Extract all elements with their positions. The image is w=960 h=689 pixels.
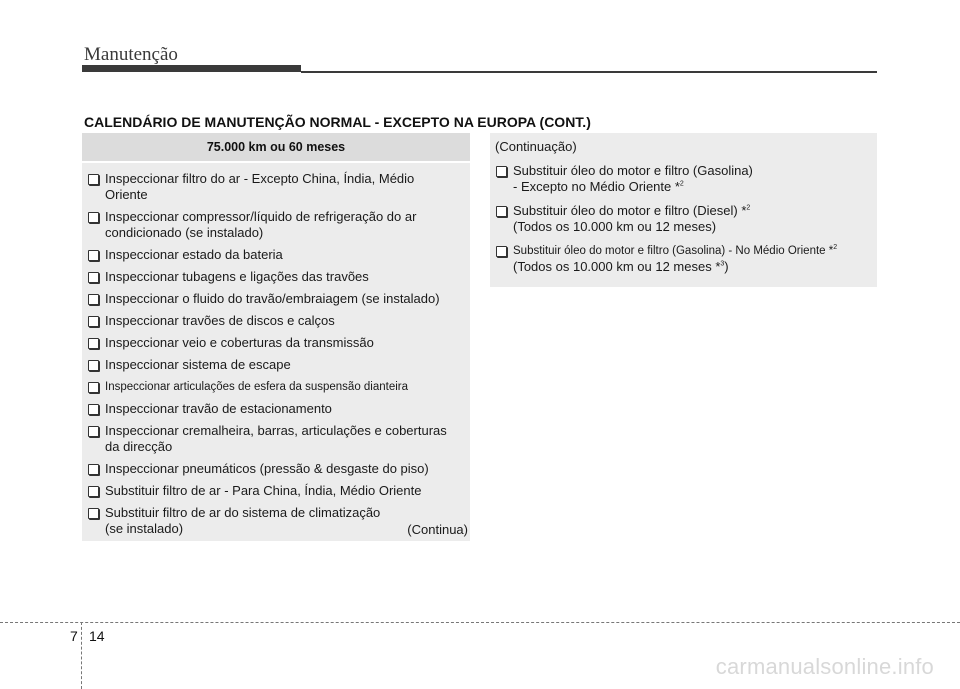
checkbox-icon bbox=[496, 246, 507, 257]
checkbox-icon bbox=[88, 426, 99, 437]
interval-heading: 75.000 km ou 60 meses bbox=[82, 133, 470, 161]
checkbox-icon bbox=[88, 338, 99, 349]
checkbox-icon bbox=[88, 174, 99, 185]
left-maintenance-panel bbox=[82, 133, 470, 541]
checkbox-icon bbox=[88, 360, 99, 371]
chapter-number: 7 bbox=[70, 628, 78, 644]
checkbox-icon bbox=[88, 250, 99, 261]
continuation-label: (Continuação) bbox=[495, 139, 577, 154]
header-title: Manutenção bbox=[84, 44, 178, 65]
list-item: Inspeccionar compressor/líquido de refrigeração do ar condicionado (se instalado) bbox=[88, 209, 464, 241]
checkbox-icon bbox=[88, 382, 99, 393]
list-item: Substituir óleo do motor e filtro (Gasolina) - No Médio Oriente *$^2$ (Todos os 10.000 km ou 12 meses *$^3$) bbox=[496, 243, 871, 275]
list-item: Inspeccionar cremalheira, barras, articulações e coberturas da direcção bbox=[88, 423, 464, 455]
checkbox-icon bbox=[88, 272, 99, 283]
page-number: 14 bbox=[89, 628, 105, 644]
list-item: Inspeccionar veio e coberturas da transmissão bbox=[88, 335, 464, 351]
list-item: Inspeccionar tubagens e ligações das travões bbox=[88, 269, 464, 285]
checkbox-icon bbox=[88, 508, 99, 519]
checkbox-icon bbox=[88, 486, 99, 497]
footer-divider bbox=[81, 622, 82, 689]
list-item: Substituir filtro de ar do sistema de climatização (se instalado) bbox=[88, 505, 464, 537]
right-item-list bbox=[490, 163, 877, 275]
list-item: Inspeccionar travões de discos e calços bbox=[88, 313, 464, 329]
list-item: Substituir filtro de ar - Para China, Índia, Médio Oriente bbox=[88, 483, 464, 499]
list-item: Inspeccionar estado da bateria bbox=[88, 247, 464, 263]
list-item: Inspeccionar o fluido do travão/embraiagem (se instalado) bbox=[88, 291, 464, 307]
footer-rule bbox=[0, 622, 960, 623]
header-bar-thick bbox=[82, 65, 301, 72]
checkbox-icon bbox=[88, 464, 99, 475]
checkbox-icon bbox=[88, 294, 99, 305]
list-item: Inspeccionar articulações de esfera da suspensão dianteira bbox=[88, 379, 464, 395]
list-item: Substituir óleo do motor e filtro (Diesel) *$^2$ (Todos os 10.000 km ou 12 meses) bbox=[496, 203, 871, 235]
list-item: Inspeccionar filtro do ar - Excepto China, Índia, Médio Oriente bbox=[88, 171, 464, 203]
right-maintenance-panel bbox=[490, 133, 877, 287]
section-title: CALENDÁRIO DE MANUTENÇÃO NORMAL - EXCEPTO NA EUROPA (CONT.) bbox=[84, 114, 591, 130]
list-item: Inspeccionar travão de estacionamento bbox=[88, 401, 464, 417]
continues-label: (Continua) bbox=[407, 522, 468, 537]
left-item-list bbox=[82, 163, 470, 537]
list-item: Substituir óleo do motor e filtro (Gasolina) - Excepto no Médio Oriente *$^2$ bbox=[496, 163, 871, 195]
checkbox-icon bbox=[88, 316, 99, 327]
checkbox-icon bbox=[88, 404, 99, 415]
list-item: Inspeccionar pneumáticos (pressão & desgaste do piso) bbox=[88, 461, 464, 477]
checkbox-icon bbox=[88, 212, 99, 223]
watermark: carmanualsonline.info bbox=[715, 654, 934, 679]
header-bar-thin bbox=[301, 71, 877, 73]
checkbox-icon bbox=[496, 166, 507, 177]
checkbox-icon bbox=[496, 206, 507, 217]
list-item: Inspeccionar sistema de escape bbox=[88, 357, 464, 373]
